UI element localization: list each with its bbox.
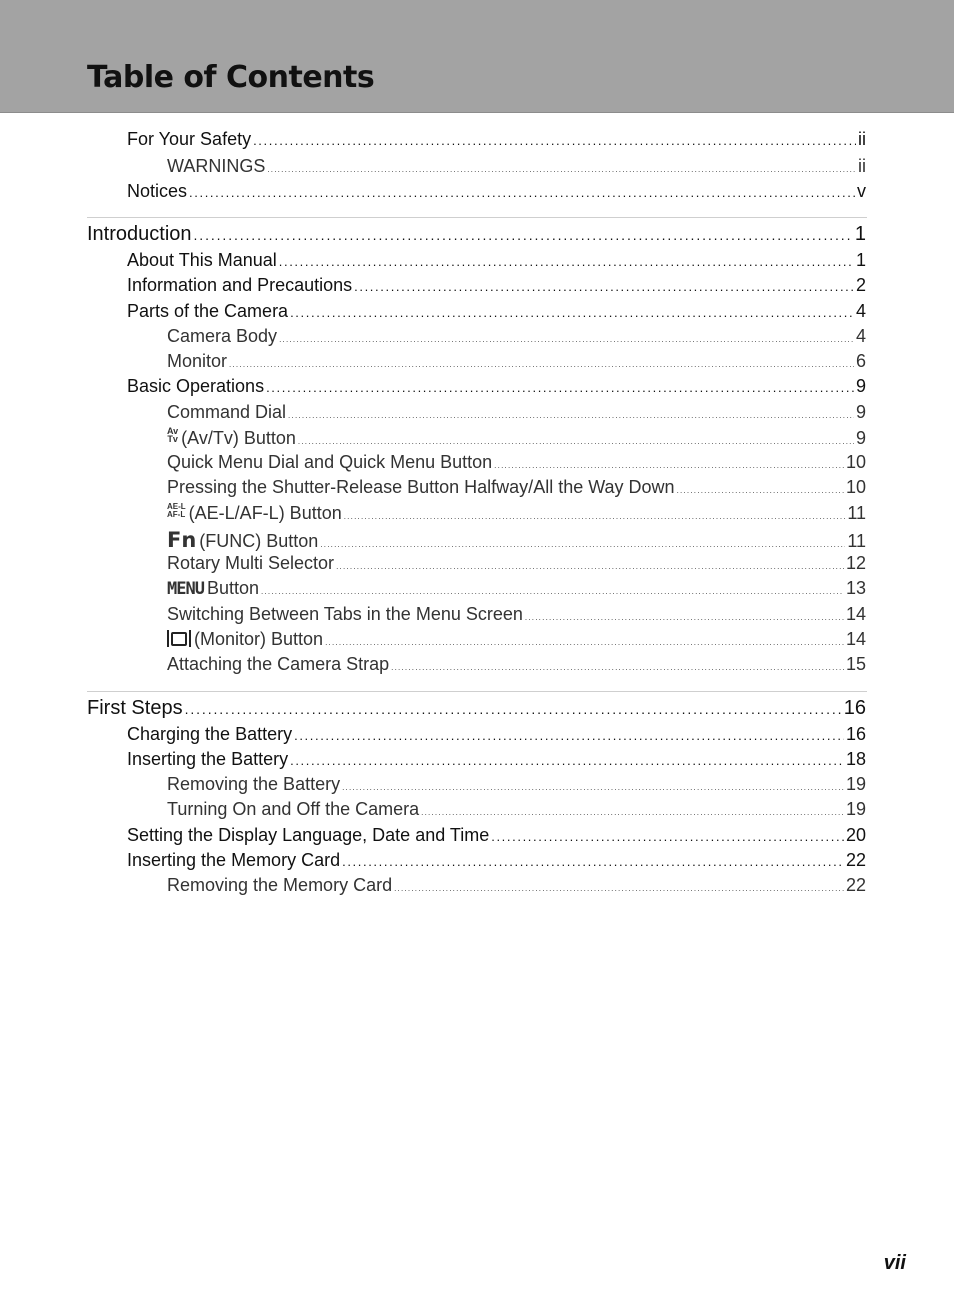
toc-entry[interactable]: [127, 850, 866, 874]
toc-entry-page: 20: [845, 825, 866, 845]
toc-entry-text: Introduction: [87, 223, 192, 245]
toc-entry[interactable]: [167, 774, 866, 798]
toc-entry[interactable]: [127, 724, 866, 748]
dot-leader: [354, 279, 854, 294]
toc-entry-title: [167, 654, 389, 675]
dot-leader: [525, 613, 844, 622]
toc-entry-title: [87, 223, 192, 246]
toc-entry[interactable]: [167, 553, 866, 577]
toc-entry-title: [167, 553, 334, 574]
toc-entry-title: [167, 578, 259, 599]
toc-entry[interactable]: [167, 427, 866, 451]
toc-entry-page: 6: [855, 351, 866, 371]
toc-entry[interactable]: [127, 250, 866, 274]
ae-l-af-l-icon: [167, 503, 186, 519]
toc-entry-text: Switching Between Tabs in the Menu Screen: [167, 604, 523, 624]
dot-leader: [336, 562, 844, 571]
page-title: Table of Contents: [87, 60, 375, 95]
toc-entry-text: Information and Precautions: [127, 275, 353, 295]
toc-entry-page: 16: [843, 697, 866, 719]
toc-entry-title: [167, 528, 318, 552]
af-l-label: AF-L: [167, 510, 186, 519]
toc-entry-page: 19: [845, 799, 866, 819]
toc-entry-title: [167, 156, 265, 177]
toc-entry-page: 4: [855, 301, 866, 321]
toc-entry-title: [87, 697, 183, 720]
toc-entry-text: Removing the Memory Card: [167, 875, 393, 895]
toc-entry-page: 12: [845, 553, 866, 573]
dot-leader: [491, 829, 844, 844]
toc-entry-title: [127, 129, 251, 150]
toc-entry-title: [167, 629, 323, 650]
toc-entry-page: 22: [845, 875, 866, 895]
toc-entry-page: 9: [855, 428, 866, 448]
toc-entry-page: 13: [845, 578, 866, 598]
toc-entry-text: Rotary Multi Selector: [167, 553, 335, 573]
toc-entry-title: [167, 326, 277, 347]
toc-entry[interactable]: [127, 129, 866, 153]
toc-entry[interactable]: [167, 326, 866, 350]
toc-entry-text: Quick Menu Dial and Quick Menu Button: [167, 452, 493, 472]
toc-entry-text: Command Dial: [167, 402, 287, 422]
page-number: vii: [883, 1252, 906, 1274]
toc-entry[interactable]: [167, 351, 866, 375]
dot-leader: [421, 808, 844, 817]
dot-leader: [290, 305, 854, 320]
monitor-icon: [167, 630, 191, 647]
toc-entry-title: [127, 825, 489, 846]
dot-leader: [342, 783, 844, 792]
toc-entry[interactable]: [167, 402, 866, 426]
toc-entry-text: For Your Safety: [127, 129, 252, 149]
dot-leader: [229, 360, 854, 369]
dot-leader: [298, 437, 854, 446]
menu-icon: MENU: [167, 579, 204, 599]
toc-entry-text: Monitor: [167, 351, 228, 371]
toc-entry[interactable]: [127, 181, 866, 205]
toc-entry-text: Button: [206, 578, 259, 598]
dot-leader: [342, 854, 844, 869]
toc-entry-page: 10: [845, 477, 866, 497]
fn-icon: Fn: [167, 528, 197, 552]
toc-entry-text: (Av/Tv) Button: [181, 428, 296, 448]
dot-leader: [494, 461, 844, 470]
toc-entry-text: About This Manual: [127, 250, 277, 270]
toc-entry-page: 9: [855, 376, 866, 396]
dot-leader: [189, 185, 855, 200]
dot-leader: [391, 663, 844, 672]
toc-entry-title: [167, 452, 492, 473]
section-divider: [87, 691, 867, 692]
toc-entry[interactable]: [167, 503, 866, 527]
toc-entry-text: Camera Body: [167, 326, 278, 346]
toc-entry-text: WARNINGS: [167, 156, 266, 176]
dot-leader: [677, 486, 844, 495]
toc-entry-page: 19: [845, 774, 866, 794]
page-header: [0, 0, 954, 113]
toc-entry[interactable]: [127, 825, 866, 849]
dot-leader: [253, 133, 856, 148]
toc-entry-title: [167, 875, 392, 896]
toc-entry-text: Attaching the Camera Strap: [167, 654, 390, 674]
toc-entry-title: [127, 376, 264, 397]
toc-entry-page: 11: [847, 531, 866, 551]
toc-entry-page: 11: [847, 503, 866, 523]
section-divider: [87, 217, 867, 218]
toc-entry-page: 9: [855, 402, 866, 422]
dot-leader: [279, 254, 854, 269]
toc-entry-title: [167, 477, 675, 498]
dot-leader: [344, 512, 846, 521]
toc-entry-page: 2: [855, 275, 866, 295]
toc-entry-title: [127, 301, 288, 322]
toc-entry-text: Charging the Battery: [127, 724, 293, 744]
dot-leader: [279, 335, 854, 344]
toc-entry-title: [127, 181, 187, 202]
toc-entry-title: [167, 351, 227, 372]
dot-leader: [261, 587, 844, 596]
toc-entry-title: [167, 427, 296, 449]
toc-entry-title: [167, 503, 342, 524]
toc-entry-title: [167, 774, 340, 795]
toc-entry-text: Turning On and Off the Camera: [167, 799, 420, 819]
toc-entry-page: v: [857, 181, 866, 201]
toc-entry-text: Setting the Display Language, Date and Time: [127, 825, 490, 845]
toc-entry[interactable]: [167, 156, 866, 180]
toc-entry-page: 22: [845, 850, 866, 870]
dot-leader: [320, 540, 845, 549]
toc-entry[interactable]: [87, 697, 866, 723]
toc-entry[interactable]: [167, 477, 866, 501]
toc-entry-page: 4: [855, 326, 866, 346]
toc-entry-title: [127, 749, 288, 770]
dot-leader: [185, 701, 842, 717]
toc-entry[interactable]: [167, 799, 866, 823]
toc-entry[interactable]: [167, 452, 866, 476]
toc-entry[interactable]: [127, 749, 866, 773]
toc-entry[interactable]: [167, 604, 866, 628]
toc-entry-page: 14: [845, 604, 866, 624]
toc-entry[interactable]: [87, 223, 866, 249]
toc-entry-text: (AE-L/AF-L) Button: [188, 503, 342, 523]
toc-entry-page: 15: [845, 654, 866, 674]
toc-entry[interactable]: [167, 654, 866, 678]
dot-leader: [325, 638, 844, 647]
toc-entry-title: [167, 604, 523, 625]
toc-entry[interactable]: [127, 376, 866, 400]
toc-entry[interactable]: [167, 629, 866, 653]
tv-label: Tv: [167, 434, 178, 444]
dot-leader: [267, 165, 856, 174]
toc-entry-title: [127, 850, 340, 871]
toc-entry-title: [167, 402, 286, 423]
toc-entry-page: 14: [845, 629, 866, 649]
toc-entry-text: (Monitor) Button: [194, 629, 324, 649]
toc-entry-page: ii: [858, 129, 866, 149]
av-label: Av: [167, 426, 179, 436]
toc-entry-title: [127, 275, 352, 296]
dot-leader: [294, 728, 844, 743]
toc-entry-page: 16: [845, 724, 866, 744]
toc-entry[interactable]: [127, 301, 866, 325]
toc-entry-title: [127, 250, 277, 271]
toc-entry-text: First Steps: [87, 697, 183, 719]
toc-entry[interactable]: [167, 875, 866, 899]
toc-entry-text: (FUNC) Button: [199, 531, 319, 551]
dot-leader: [288, 411, 854, 420]
toc-entry-title: [127, 724, 292, 745]
toc-entry-text: Parts of the Camera: [127, 301, 289, 321]
toc-entry-page: 1: [855, 250, 866, 270]
toc-entry-text: Inserting the Memory Card: [127, 850, 341, 870]
dot-leader: [394, 884, 844, 893]
toc-entry[interactable]: [127, 275, 866, 299]
toc-entry-text: Basic Operations: [127, 376, 265, 396]
dot-leader: [290, 753, 844, 768]
toc-entry-text: Pressing the Shutter-Release Button Halfway/All the Way Down: [167, 477, 675, 497]
toc-entry[interactable]: [167, 578, 866, 602]
toc-entry-page: 10: [845, 452, 866, 472]
dot-leader: [194, 227, 853, 243]
toc-entry-text: Inserting the Battery: [127, 749, 289, 769]
toc-entry-title: [167, 799, 419, 820]
ae-l-label: AE-L: [167, 502, 186, 511]
toc-entry[interactable]: [167, 528, 866, 552]
toc-entry-text: Removing the Battery: [167, 774, 341, 794]
toc-entry-page: 1: [854, 223, 866, 245]
dot-leader: [266, 380, 854, 395]
toc-entry-text: Notices: [127, 181, 188, 201]
av-tv-icon: [167, 427, 178, 443]
toc-entry-page: 18: [845, 749, 866, 769]
toc-entry-page: ii: [858, 156, 866, 176]
